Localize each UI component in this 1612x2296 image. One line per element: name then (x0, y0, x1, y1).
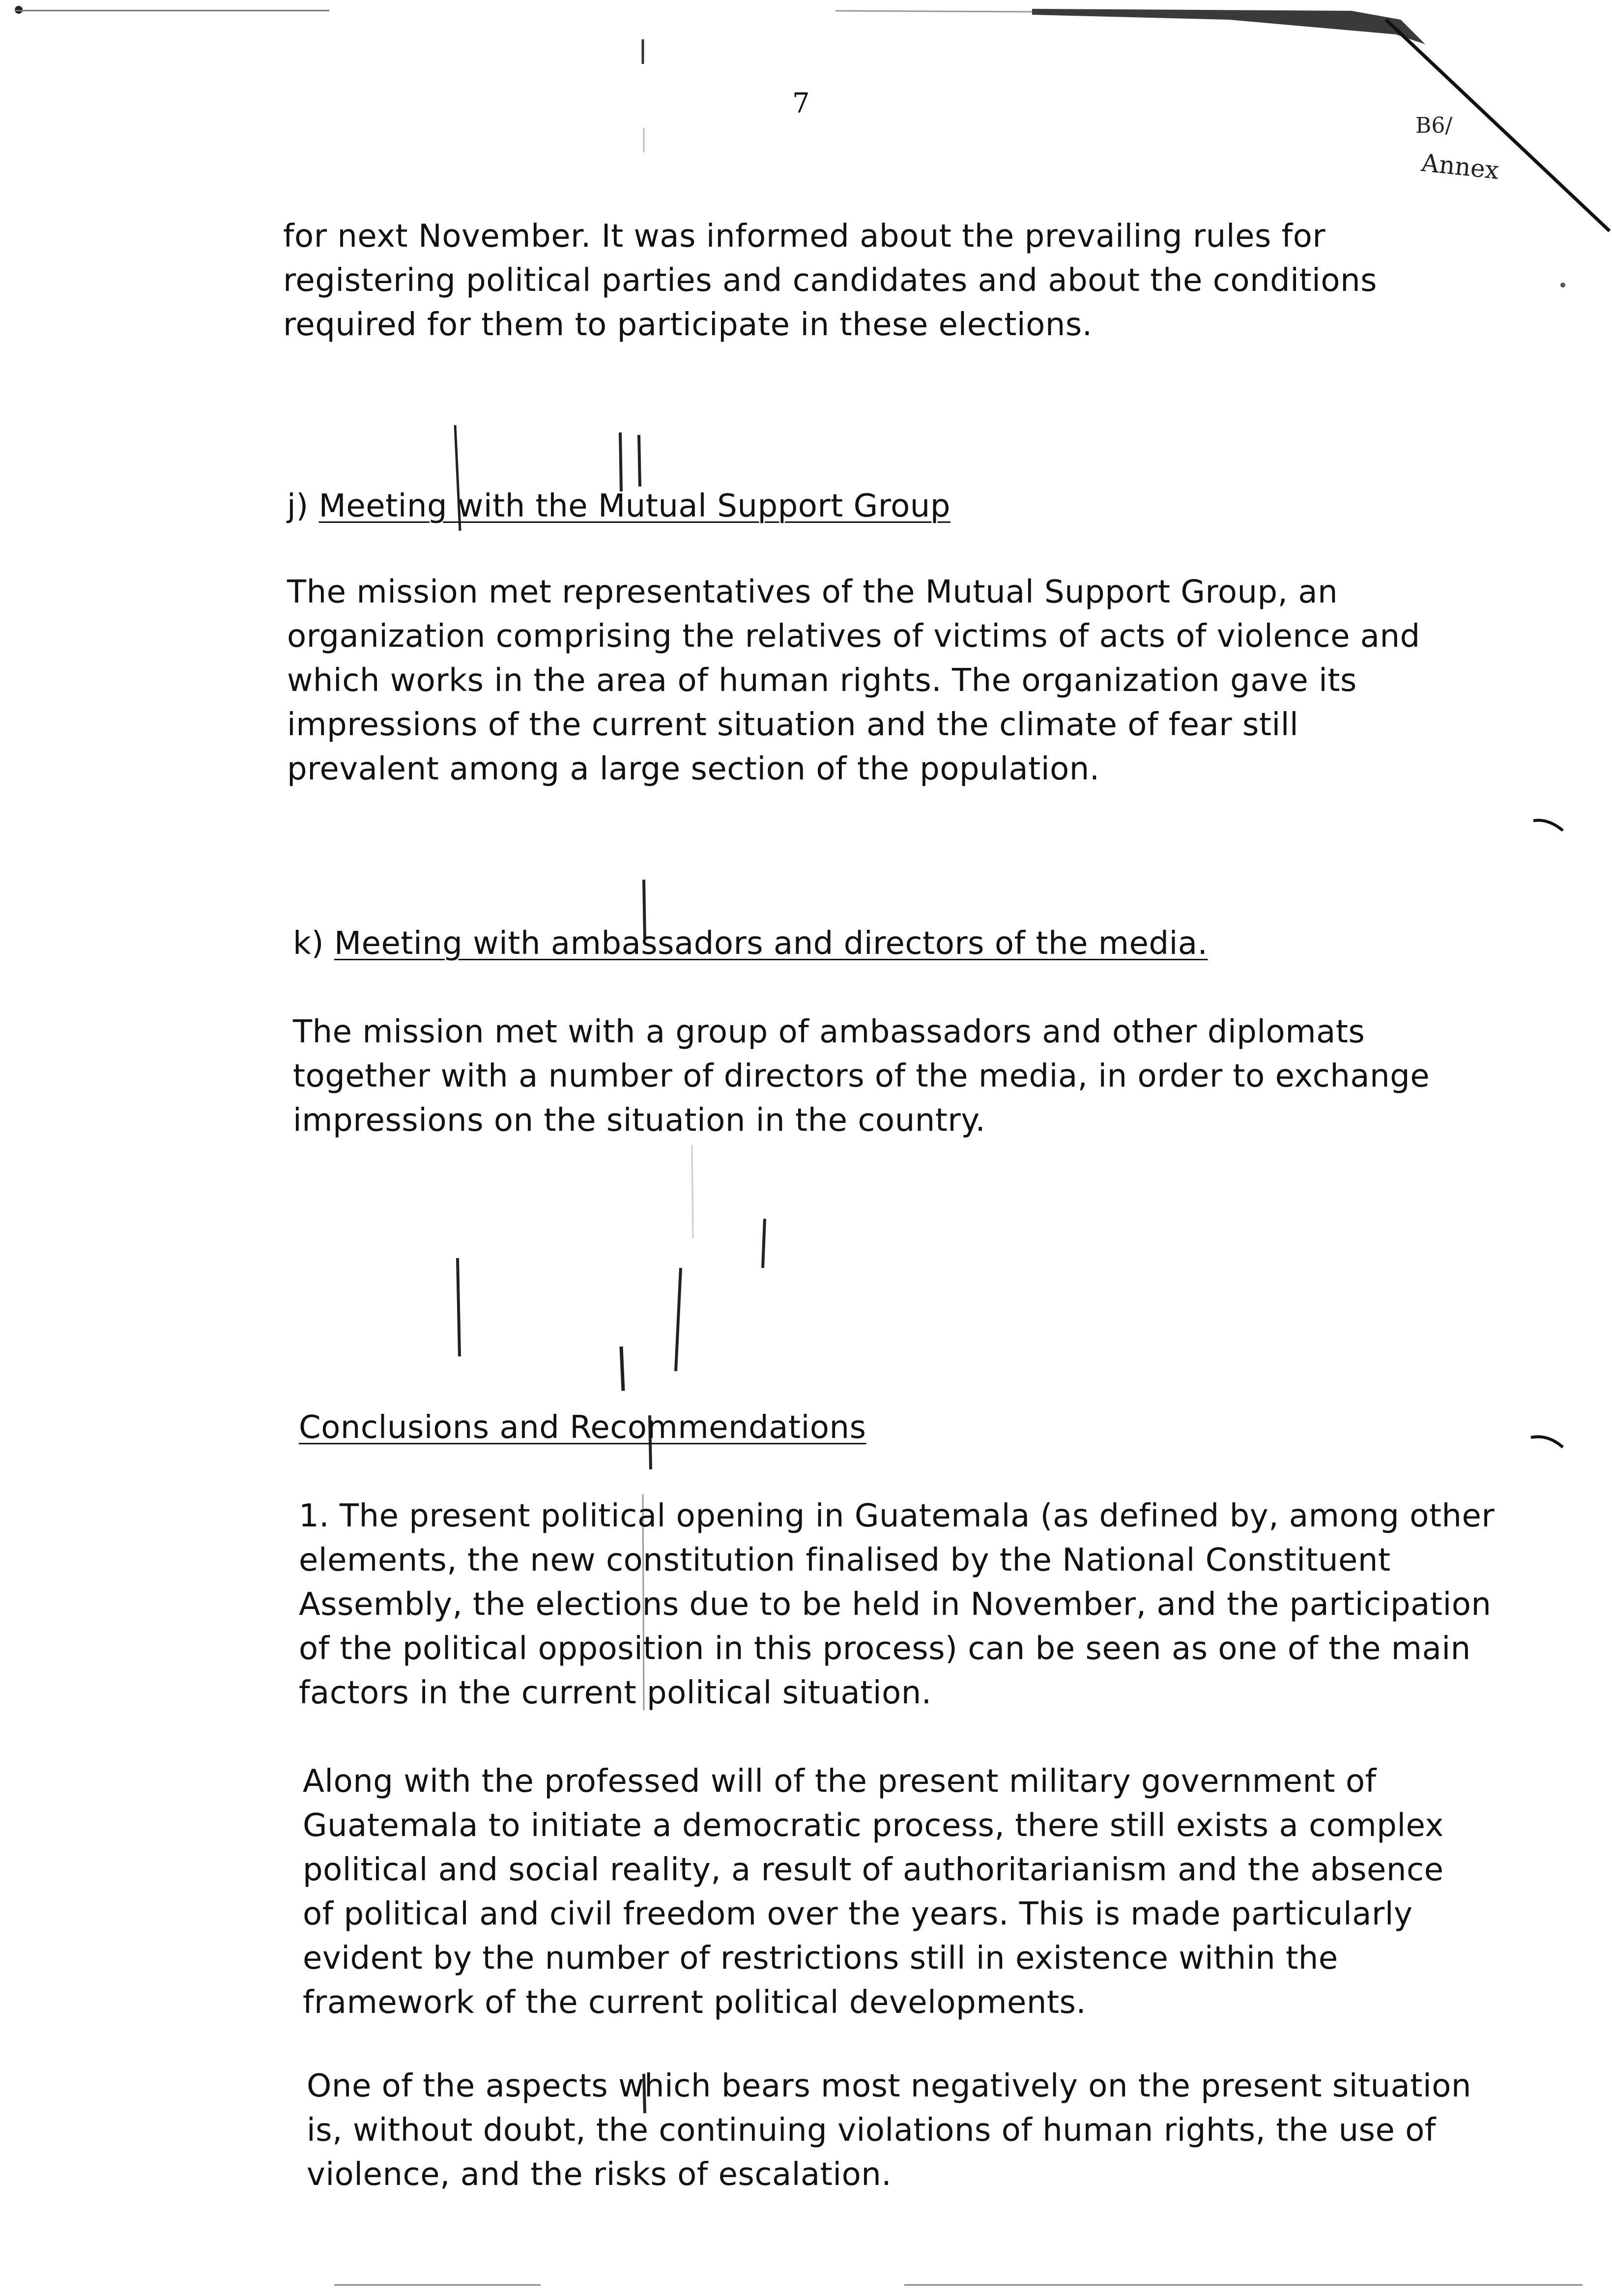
speck (692, 1145, 693, 1238)
margin-mark (1531, 1437, 1563, 1447)
section-k-heading (293, 921, 1208, 966)
annex-label: Annex (1420, 148, 1500, 185)
speck (621, 1347, 623, 1391)
section-k-title: Meeting with ambassadors and directors of the media. (334, 925, 1208, 962)
conclusions-paragraph-1: 1. The present political opening in Guatemala (as defined by, among other elements, the new constitution finalised by the National Constituent Assembly, the elections due to be held in November, and the participation of the political opposition in this process) can be seen as one of the main factors in the current political situation. (299, 1498, 1495, 1711)
scan-top-rule-right (835, 11, 1032, 12)
conclusions-heading (299, 1406, 866, 1450)
section-k-body: The mission met with a group of ambassadors and other diplomats together with a number of directors of the media, in order to exchange impressions on the situation in the country. (293, 1014, 1430, 1139)
corner-smudge (1032, 9, 1425, 44)
speck (639, 435, 640, 487)
document-reference: B6/ (1415, 113, 1453, 138)
speck (763, 1219, 765, 1268)
section-j-heading (287, 484, 950, 528)
conclusions-paragraph-2: Along with the professed will of the present military government of Guatemala to initiate a democratic process, there still exists a complex political and social reality, a result of authoritarianism and the absence of political and civil freedom over the years. This is made particularly evident by the number of restrictions still in existence within the framework of the current political developments. (303, 1763, 1444, 2021)
conclusions-title: Conclusions and Recommendations (299, 1409, 866, 1446)
section-j-marker: j) (287, 488, 309, 524)
section-j-body: The mission met representatives of the Mutual Support Group, an organization comprising the relatives of victims of acts of violence and which works in the area of human rights. The organization gave its impressions of the current situation and the climate of fear still prevalent among a large section of the population. (287, 574, 1420, 787)
section-k-marker: k) (293, 925, 324, 962)
speck (676, 1268, 681, 1371)
scan-bottom-rule (334, 2284, 541, 2286)
scan-bottom-rule (904, 2284, 1583, 2286)
margin-mark (1533, 820, 1563, 831)
section-j-title: Meeting with the Mutual Support Group (318, 488, 950, 524)
speck (458, 1258, 460, 1356)
page-number: 7 (792, 87, 810, 119)
margin-dot (1560, 283, 1565, 287)
conclusions-paragraph-3: One of the aspects which bears most negatively on the present situation is, without doubt, the continuing violations of human rights, the use of violence, and the risks of escalation. (307, 2068, 1471, 2193)
speck (620, 432, 621, 491)
intro-paragraph: for next November. It was informed about the prevailing rules for registering political parties and candidates and about the conditions required for them to participate in these elections. (283, 218, 1377, 343)
